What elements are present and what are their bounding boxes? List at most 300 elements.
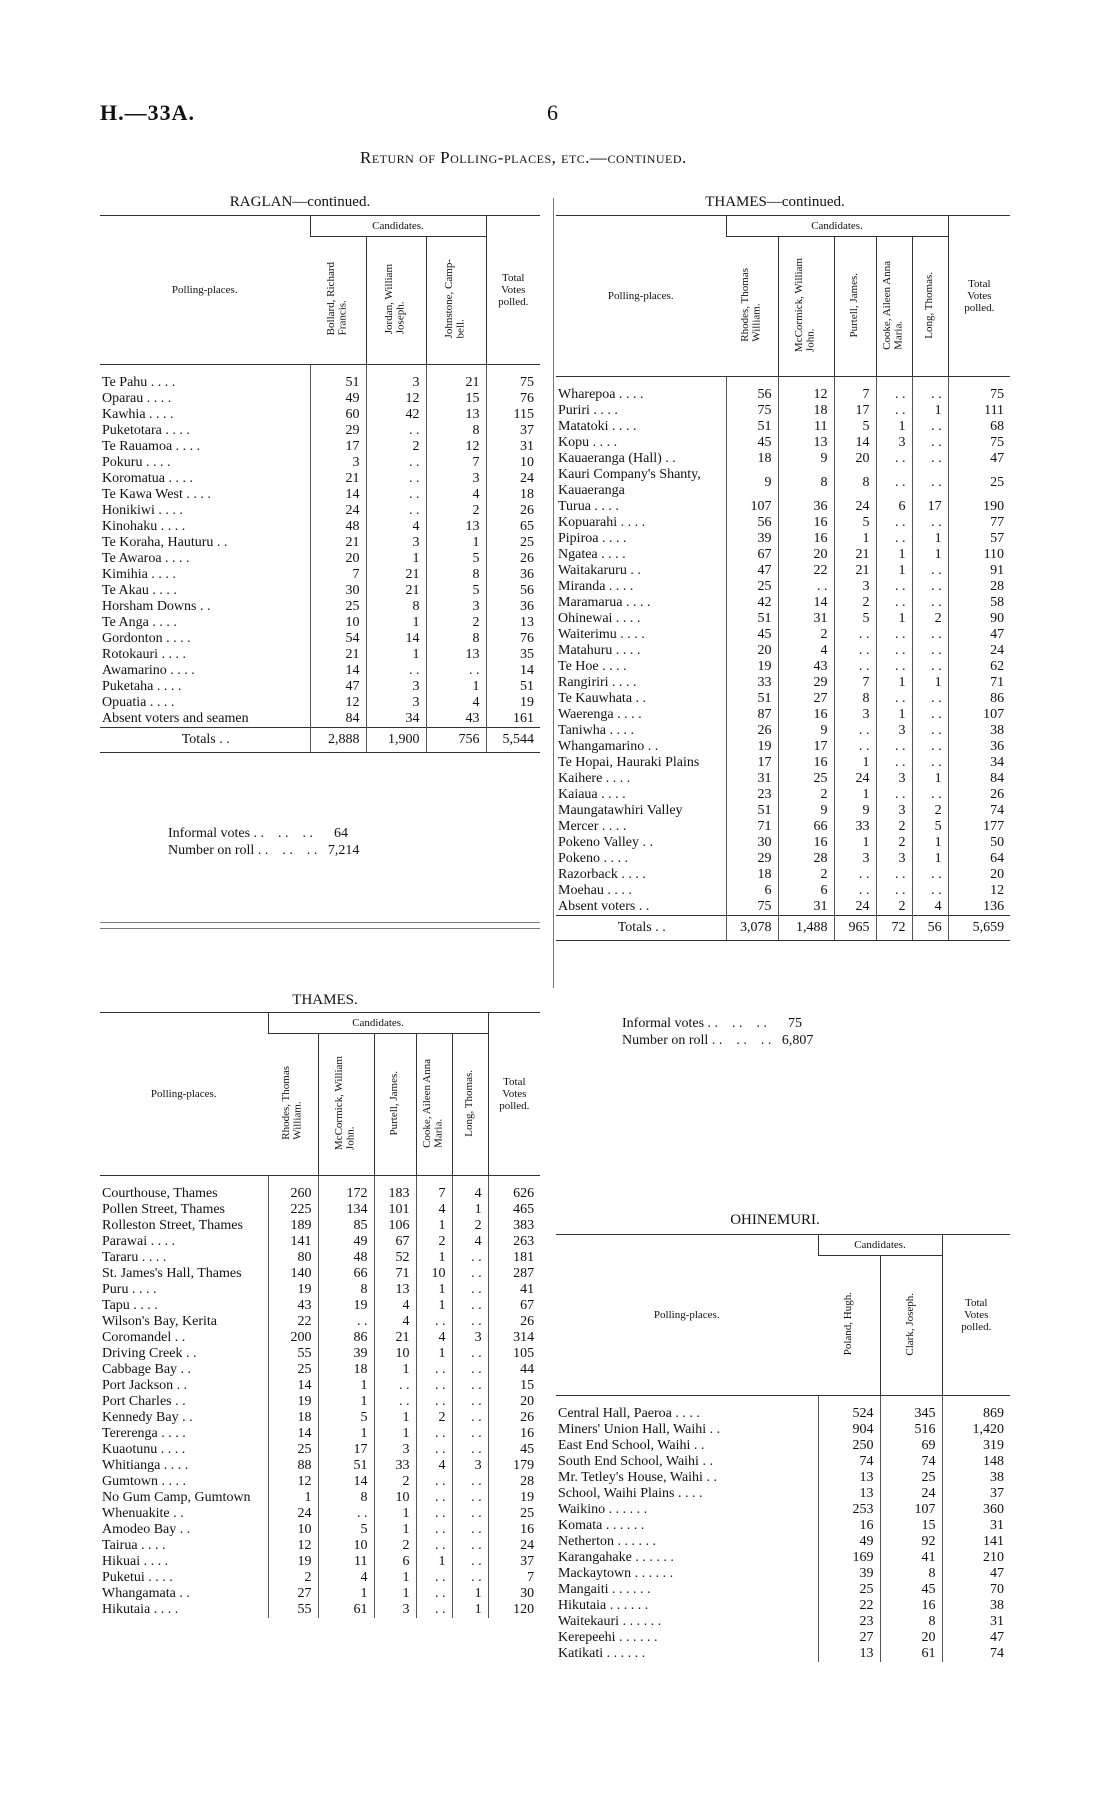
vote-cell: 77: [948, 515, 1010, 531]
table-row: [100, 1362, 540, 1378]
vote-cell: 64: [948, 851, 1010, 867]
vote-cell: 904: [818, 1422, 880, 1438]
vote-cell: 3: [426, 599, 486, 615]
vote-cell: 3: [366, 365, 426, 392]
vote-cell: 13: [426, 407, 486, 423]
vote-cell: 3: [310, 455, 366, 471]
vote-cell: 18: [486, 487, 540, 503]
vote-cell: 2: [374, 1474, 416, 1490]
vote-cell: 869: [942, 1396, 1010, 1423]
vote-cell: . .: [876, 531, 912, 547]
polling-place: Wharepoa . . . .: [558, 387, 644, 402]
polling-place: Te Kauwhata . .: [558, 691, 647, 706]
vote-cell: 48: [318, 1250, 374, 1266]
table-row: [100, 1176, 540, 1203]
vote-cell: 20: [778, 547, 834, 563]
vote-cell: . .: [452, 1394, 488, 1410]
polling-place: Miranda . . . .: [558, 579, 634, 594]
polling-place: Taniwha . . . .: [558, 723, 635, 738]
vote-cell: 47: [726, 563, 778, 579]
total-cell: 1,900: [366, 728, 426, 753]
vote-cell: 51: [726, 611, 778, 627]
polling-place: Pipiroa . . . .: [558, 531, 627, 546]
vote-cell: 16: [818, 1518, 880, 1534]
vote-cell: 1: [318, 1426, 374, 1442]
vote-cell: 12: [268, 1474, 318, 1490]
vote-cell: 84: [310, 711, 366, 728]
candidate-header: McCormick, William John.: [333, 1055, 357, 1151]
vote-cell: 8: [778, 467, 834, 499]
vote-cell: 13: [374, 1282, 416, 1298]
vote-cell: 41: [488, 1282, 540, 1298]
vote-cell: . .: [318, 1314, 374, 1330]
vote-cell: 3: [876, 771, 912, 787]
vote-cell: 37: [486, 423, 540, 439]
candidate-header: Jordan, William Joseph.: [383, 263, 407, 335]
table-row: [556, 707, 1010, 723]
vote-cell: 26: [486, 551, 540, 567]
vote-cell: 8: [426, 631, 486, 647]
vote-cell: 140: [268, 1266, 318, 1282]
polling-place: Opuatia . . . .: [102, 695, 175, 710]
vote-cell: . .: [452, 1522, 488, 1538]
table-row: [556, 739, 1010, 755]
vote-cell: . .: [876, 377, 912, 404]
vote-cell: 24: [948, 643, 1010, 659]
vote-cell: . .: [416, 1314, 452, 1330]
polling-place: Te Akau . . . .: [102, 583, 177, 598]
vote-cell: 1: [374, 1426, 416, 1442]
table-row: [100, 631, 540, 647]
vote-cell: 6: [374, 1554, 416, 1570]
col-total: Total Votes polled.: [948, 216, 1010, 377]
vote-cell: 26: [488, 1410, 540, 1426]
candidate-header: Johnstone, Camp- bell.: [443, 259, 467, 339]
vote-cell: 71: [726, 819, 778, 835]
vote-cell: . .: [416, 1362, 452, 1378]
table-row: [100, 1266, 540, 1282]
vote-cell: 50: [948, 835, 1010, 851]
polling-place: Ohinewai . . . .: [558, 611, 641, 626]
vote-cell: 52: [374, 1250, 416, 1266]
vote-cell: 20: [834, 451, 876, 467]
vote-cell: 65: [486, 519, 540, 535]
vote-cell: 55: [268, 1602, 318, 1618]
vote-cell: . .: [452, 1282, 488, 1298]
table-row: [100, 1314, 540, 1330]
vote-cell: 48: [310, 519, 366, 535]
polling-place: Waerenga . . . .: [558, 707, 642, 722]
vote-cell: 27: [778, 691, 834, 707]
vote-cell: 24: [310, 503, 366, 519]
vote-cell: . .: [912, 419, 948, 435]
vote-cell: 26: [488, 1314, 540, 1330]
vote-cell: 7: [834, 377, 876, 404]
vote-cell: 12: [310, 695, 366, 711]
vote-cell: 14: [268, 1426, 318, 1442]
table-row: [100, 1426, 540, 1442]
vote-cell: 31: [486, 439, 540, 455]
vote-cell: 626: [488, 1176, 540, 1203]
vote-cell: 13: [818, 1486, 880, 1502]
vote-cell: 75: [726, 899, 778, 916]
table-row: [556, 1534, 1010, 1550]
vote-cell: 74: [818, 1454, 880, 1470]
vote-cell: . .: [416, 1394, 452, 1410]
vote-cell: 7: [426, 455, 486, 471]
vote-cell: 1: [452, 1602, 488, 1618]
totals-row: [556, 916, 1010, 941]
vote-cell: 8: [366, 599, 426, 615]
candidate-header: McCormick, William John.: [793, 257, 817, 353]
table-row: [556, 1614, 1010, 1630]
polling-place: Pollen Street, Thames: [102, 1202, 225, 1217]
table-row: [100, 1474, 540, 1490]
table-row: [556, 579, 1010, 595]
polling-place: Gumtown . . . .: [102, 1474, 186, 1489]
polling-place: Kopu . . . .: [558, 435, 618, 450]
table-row: [100, 487, 540, 503]
vote-cell: 2: [452, 1218, 488, 1234]
vote-cell: 39: [818, 1566, 880, 1582]
polling-place: Kauaeranga (Hall) . .: [558, 451, 676, 466]
vote-cell: 4: [374, 1298, 416, 1314]
vote-cell: 28: [948, 579, 1010, 595]
table-row: [556, 1422, 1010, 1438]
table-row: [556, 1502, 1010, 1518]
table-row: [100, 583, 540, 599]
polling-place: Te Awaroa . . . .: [102, 551, 190, 566]
table-row: [556, 451, 1010, 467]
vote-cell: 9: [778, 803, 834, 819]
vote-cell: 47: [948, 451, 1010, 467]
vote-cell: 189: [268, 1218, 318, 1234]
table-row: [556, 467, 1010, 499]
table-row: [100, 1394, 540, 1410]
vote-cell: 4: [426, 487, 486, 503]
table-row: [100, 439, 540, 455]
vote-cell: 21: [834, 563, 876, 579]
vote-cell: 4: [416, 1330, 452, 1346]
vote-cell: 36: [486, 567, 540, 583]
table-row: [100, 1442, 540, 1458]
vote-cell: 62: [948, 659, 1010, 675]
table-row: [556, 1598, 1010, 1614]
vote-cell: 360: [942, 1502, 1010, 1518]
vote-cell: 20: [880, 1630, 942, 1646]
table-row: [100, 663, 540, 679]
vote-cell: 1: [912, 771, 948, 787]
vote-cell: 4: [426, 695, 486, 711]
vote-cell: 67: [726, 547, 778, 563]
vote-cell: 36: [486, 599, 540, 615]
vote-cell: 21: [310, 535, 366, 551]
vote-cell: 210: [942, 1550, 1010, 1566]
table-row: [556, 1566, 1010, 1582]
vote-cell: . .: [876, 595, 912, 611]
vote-cell: 1: [876, 563, 912, 579]
vote-cell: 11: [778, 419, 834, 435]
vote-cell: 12: [268, 1538, 318, 1554]
vote-cell: 13: [426, 519, 486, 535]
table-row: [100, 1346, 540, 1362]
vote-cell: . .: [912, 723, 948, 739]
table-row: [556, 771, 1010, 787]
vote-cell: 10: [374, 1346, 416, 1362]
vote-cell: 7: [834, 675, 876, 691]
vote-cell: 21: [426, 365, 486, 392]
vote-cell: 37: [942, 1486, 1010, 1502]
vote-cell: . .: [834, 883, 876, 899]
vote-cell: 2: [778, 867, 834, 883]
table-row: [556, 377, 1010, 404]
vote-cell: 47: [942, 1630, 1010, 1646]
table-row: [556, 595, 1010, 611]
vote-cell: . .: [452, 1362, 488, 1378]
table-row: [556, 435, 1010, 451]
number-on-roll: Number on roll . . . . . . 6,807: [622, 1033, 814, 1048]
vote-cell: . .: [416, 1506, 452, 1522]
polling-place: Port Jackson . .: [102, 1378, 188, 1393]
vote-cell: 1: [834, 531, 876, 547]
vote-cell: 26: [948, 787, 1010, 803]
vote-cell: . .: [374, 1378, 416, 1394]
vote-cell: 36: [948, 739, 1010, 755]
vote-cell: 66: [778, 819, 834, 835]
polling-place: Courthouse, Thames: [102, 1186, 218, 1201]
vote-cell: 51: [318, 1458, 374, 1474]
polling-place: Mangaiti . . . . . .: [558, 1582, 651, 1597]
polling-place: Parawai . . . .: [102, 1234, 176, 1249]
table-row: [556, 867, 1010, 883]
polling-place: Tererenga . . . .: [102, 1426, 186, 1441]
candidate-header: Rhodes, Thomas William.: [739, 268, 763, 342]
table-row: [556, 1550, 1010, 1566]
table-row: [100, 1602, 540, 1618]
vote-cell: 24: [834, 899, 876, 916]
vote-cell: 1: [416, 1218, 452, 1234]
vote-cell: 42: [366, 407, 426, 423]
vote-cell: . .: [426, 663, 486, 679]
vote-cell: 2: [778, 627, 834, 643]
vote-cell: . .: [452, 1266, 488, 1282]
vote-cell: . .: [416, 1570, 452, 1586]
vote-cell: 43: [268, 1298, 318, 1314]
vote-cell: . .: [912, 883, 948, 899]
vote-cell: 22: [778, 563, 834, 579]
polling-place: Whangamarino . .: [558, 739, 659, 754]
vote-cell: 16: [488, 1426, 540, 1442]
polling-place: Kuaotunu . . . .: [102, 1442, 186, 1457]
vote-cell: . .: [912, 467, 948, 499]
polling-place: Mercer . . . .: [558, 819, 627, 834]
vote-cell: 1: [374, 1362, 416, 1378]
vote-cell: . .: [912, 755, 948, 771]
candidate-header: Long, Thomas.: [923, 271, 936, 339]
polling-place: Moehau . . . .: [558, 883, 632, 898]
vote-cell: . .: [912, 691, 948, 707]
divider: [100, 928, 540, 929]
vote-cell: 8: [880, 1614, 942, 1630]
vote-cell: 1: [834, 755, 876, 771]
table-row: [100, 1490, 540, 1506]
totals-label: Totals . .: [100, 728, 310, 753]
polling-place: Puketui . . . .: [102, 1570, 173, 1585]
table-row: [100, 1298, 540, 1314]
thames-continued-title: THAMES—continued.: [705, 194, 845, 210]
polling-place: Rotokauri . . . .: [102, 647, 186, 662]
vote-cell: 14: [310, 487, 366, 503]
vote-cell: 10: [374, 1490, 416, 1506]
table-row: [556, 419, 1010, 435]
page-reference: H.—33A.: [100, 100, 195, 125]
vote-cell: 14: [486, 663, 540, 679]
vote-cell: 45: [880, 1582, 942, 1598]
vote-cell: 200: [268, 1330, 318, 1346]
vote-cell: . .: [416, 1490, 452, 1506]
vote-cell: 21: [834, 547, 876, 563]
thames-table: [100, 1012, 540, 1618]
vote-cell: . .: [834, 867, 876, 883]
vote-cell: 111: [948, 403, 1010, 419]
vote-cell: . .: [912, 377, 948, 404]
vote-cell: 2: [912, 803, 948, 819]
vote-cell: . .: [876, 643, 912, 659]
vote-cell: 87: [726, 707, 778, 723]
vote-cell: 41: [880, 1550, 942, 1566]
table-row: [100, 1554, 540, 1570]
vote-cell: 1: [374, 1522, 416, 1538]
candidate-header: Purtell, James.: [848, 272, 861, 338]
vote-cell: 3: [366, 535, 426, 551]
vote-cell: 44: [488, 1362, 540, 1378]
vote-cell: 24: [834, 499, 876, 515]
table-row: [100, 695, 540, 711]
total-cell: 965: [834, 916, 876, 941]
informal-votes: Informal votes . . . . . . 64: [168, 826, 349, 841]
vote-cell: 27: [818, 1630, 880, 1646]
vote-cell: 29: [726, 851, 778, 867]
polling-place: Mr. Tetley's House, Waihi . .: [558, 1470, 717, 1485]
table-row: [556, 723, 1010, 739]
vote-cell: 49: [310, 391, 366, 407]
polling-place: Central Hall, Paeroa . . . .: [558, 1406, 700, 1421]
vote-cell: . .: [834, 739, 876, 755]
col-total: Total Votes polled.: [942, 1235, 1010, 1396]
vote-cell: 1: [268, 1490, 318, 1506]
vote-cell: 17: [310, 439, 366, 455]
vote-cell: 107: [880, 1502, 942, 1518]
vote-cell: 2: [834, 595, 876, 611]
table-row: [556, 883, 1010, 899]
vote-cell: . .: [452, 1314, 488, 1330]
polling-place: Komata . . . . . .: [558, 1518, 645, 1533]
vote-cell: . .: [912, 707, 948, 723]
vote-cell: 12: [366, 391, 426, 407]
table-row: [556, 899, 1010, 916]
vote-cell: 1: [912, 547, 948, 563]
vote-cell: 49: [318, 1234, 374, 1250]
totals-row: [100, 728, 540, 753]
vote-cell: 20: [488, 1394, 540, 1410]
table-row: [556, 1438, 1010, 1454]
vote-cell: 136: [948, 899, 1010, 916]
vote-cell: 16: [778, 707, 834, 723]
vote-cell: 179: [488, 1458, 540, 1474]
informal-votes: Informal votes . . . . . . 75: [622, 1016, 803, 1031]
vote-cell: 1: [318, 1586, 374, 1602]
vote-cell: 17: [778, 739, 834, 755]
table-row: [100, 1570, 540, 1586]
vote-cell: 68: [948, 419, 1010, 435]
vote-cell: 69: [880, 1438, 942, 1454]
vote-cell: 31: [942, 1614, 1010, 1630]
vote-cell: 5: [912, 819, 948, 835]
vote-cell: . .: [912, 627, 948, 643]
vote-cell: 58: [948, 595, 1010, 611]
vote-cell: 9: [834, 803, 876, 819]
table-row: [100, 647, 540, 663]
vote-cell: 9: [726, 467, 778, 499]
vote-cell: 21: [310, 471, 366, 487]
vote-cell: 24: [834, 771, 876, 787]
vote-cell: 4: [416, 1458, 452, 1474]
vote-cell: 3: [452, 1330, 488, 1346]
table-row: [100, 1506, 540, 1522]
vote-cell: 28: [488, 1474, 540, 1490]
vote-cell: 6: [778, 883, 834, 899]
table-row: [100, 599, 540, 615]
vote-cell: 16: [778, 755, 834, 771]
table-row: [556, 851, 1010, 867]
polling-place: Port Charles . .: [102, 1394, 186, 1409]
vote-cell: 33: [374, 1458, 416, 1474]
candidate-header: Rhodes, Thomas William.: [280, 1066, 304, 1140]
col-places: Polling-places.: [556, 216, 726, 377]
table-row: [100, 551, 540, 567]
polling-place: Te Hoe . . . .: [558, 659, 627, 674]
vote-cell: 16: [778, 531, 834, 547]
vote-cell: 4: [912, 899, 948, 916]
candidate-header: Purtell, James.: [388, 1070, 401, 1136]
vote-cell: 33: [834, 819, 876, 835]
polling-place: School, Waihi Plains . . . .: [558, 1486, 703, 1501]
vote-cell: 3: [426, 471, 486, 487]
vote-cell: 67: [488, 1298, 540, 1314]
polling-place: Maungatawhiri Valley: [558, 803, 683, 818]
vote-cell: 33: [726, 675, 778, 691]
vote-cell: 3: [374, 1442, 416, 1458]
vote-cell: 16: [880, 1598, 942, 1614]
vote-cell: 1: [912, 531, 948, 547]
table-row: [556, 1396, 1010, 1423]
table-row: [556, 547, 1010, 563]
vote-cell: 35: [486, 647, 540, 663]
vote-cell: 3: [374, 1602, 416, 1618]
vote-cell: 25: [948, 467, 1010, 499]
total-cell: 56: [912, 916, 948, 941]
table-row: [100, 615, 540, 631]
vote-cell: 3: [876, 851, 912, 867]
polling-place: Te Koraha, Hauturu . .: [102, 535, 228, 550]
table-row: [100, 519, 540, 535]
vote-cell: 9: [778, 451, 834, 467]
table-row: [556, 1470, 1010, 1486]
polling-place: Te Pahu . . . .: [102, 375, 176, 390]
vote-cell: 1: [876, 675, 912, 691]
candidates-label: Candidates.: [310, 216, 486, 237]
vote-cell: 36: [778, 499, 834, 515]
